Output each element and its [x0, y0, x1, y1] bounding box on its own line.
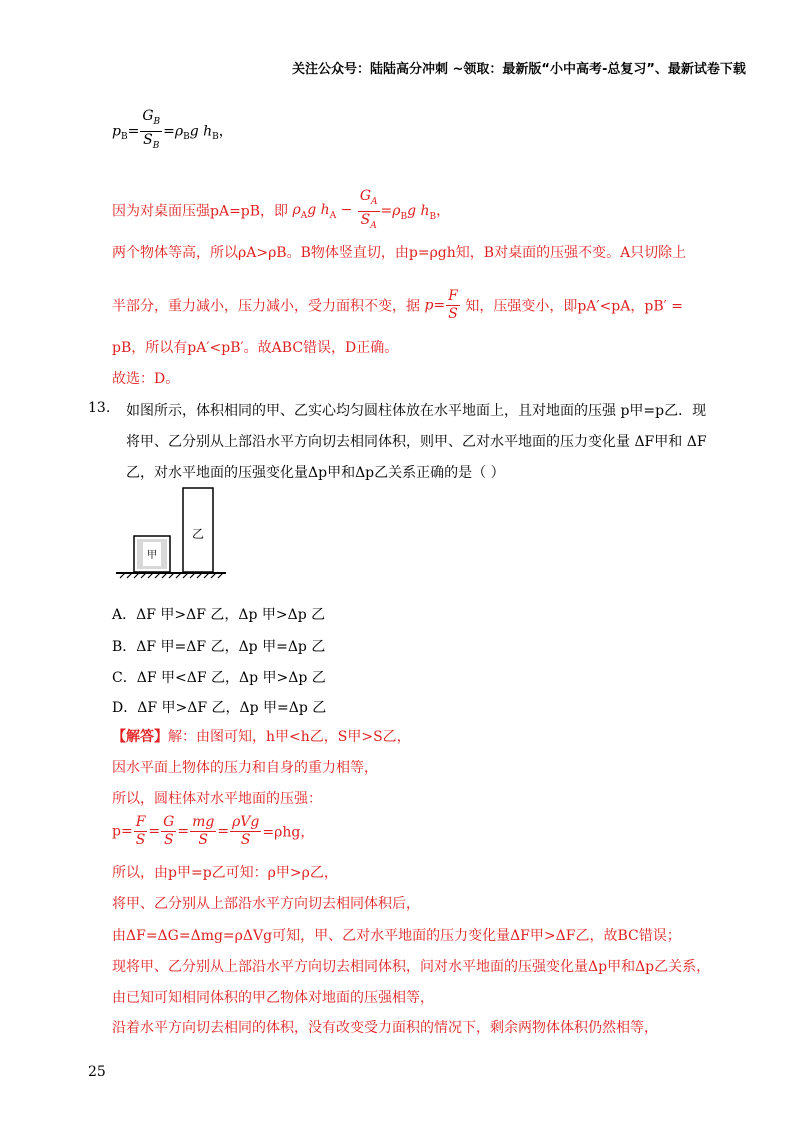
solution-line-conclusion: pB，所以有pA′<pB′。故ABC错误，D正确。	[112, 340, 399, 356]
solution-line-6: 将甲、乙分别从上部沿水平方向切去相同体积后，	[112, 896, 420, 912]
question-line-2: 将甲、乙分别从上部沿水平方向切去相同体积，则甲、乙对水平地面的压力变化量 ΔF甲和 ΔF	[126, 434, 707, 450]
solution-intro: 【解答】解：由图可知，h甲<h乙，S甲>S乙，	[112, 729, 411, 745]
page-number: 25	[88, 1064, 106, 1080]
solution-line-7: 由ΔF=ΔG=Δmg=ρΔVg可知，甲、乙对水平地面的压力变化量ΔF甲>ΔF乙，故BC错误；	[112, 928, 681, 944]
solution-line-density: 两个物体等高，所以ρA>ρB。B物体竖直切，由p=ρgh知，B对桌面的压强不变。A只切除上	[112, 245, 687, 261]
question-line-1: 如图所示，体积相同的甲、乙实心均匀圆柱体放在水平地面上，且对地面的压强 p甲=p乙．现	[126, 403, 707, 419]
option-d[interactable]: D．ΔF 甲>ΔF 乙，Δp 甲=Δp 乙	[112, 700, 327, 716]
question-line-3: 乙，对水平地面的压强变化量Δp甲和Δp乙关系正确的是（ ）	[126, 465, 505, 481]
solution-line-10: 沿着水平方向切去相同的体积，没有改变受力面积的情况下，剩余两物体体积仍然相等，	[112, 1020, 658, 1036]
solution-tag: 【解答】	[112, 729, 168, 745]
solution-answer: 故选：D。	[112, 371, 180, 387]
label-yi: 乙	[191, 527, 205, 541]
solution-formula: p= $\frac{F}{S}$ = $\frac{G}{S}$ = $\frac{mg}{S}$ = $\frac{\text{ρVg}}{S}$ =ρhg，	[112, 814, 315, 848]
solution-line-9: 由已知可知相同体积的甲乙物体对地面的压强相等，	[112, 990, 434, 1006]
solution-line-pressure-equal: 因为对桌面压强pA=pB，即 $\rho_Ag$ $h_A$ − $\frac{G_A}{S_A}$ $=\rho_Bg$ $h_B$，	[112, 188, 451, 231]
formula-pb: $p_B=$ $\frac{G_B}{S_B}$ $=\rho_Bg$ $h_B$，	[112, 108, 233, 151]
solution-line-pressure-change: 半部分，重力减小，压力减小，受力面积不变，据 p= $\frac{F}{S}$ 知，压强变小，即pA′<pA，pB′ =	[112, 288, 683, 322]
cylinders-figure	[112, 484, 232, 580]
solution-line-5: 所以，由p甲=p乙可知：ρ甲>ρ乙，	[112, 865, 338, 881]
option-b[interactable]: B．ΔF 甲=ΔF 乙，Δp 甲=Δp 乙	[112, 639, 326, 655]
label-jia: 甲	[147, 550, 157, 561]
question-number: 13.	[88, 400, 111, 416]
solution-line-8: 现将甲、乙分别从上部沿水平方向切去相同体积，问对水平地面的压强变化量Δp甲和Δp乙关系，	[112, 959, 711, 975]
solution-line-2: 因水平面上物体的压力和自身的重力相等，	[112, 760, 378, 776]
page-header: 关注公众号：陆陆高分冲刺 ~领取：最新版“小中高考-总复习”、最新试卷下载	[292, 62, 746, 77]
solution-line-3: 所以，圆柱体对水平地面的压强：	[112, 791, 322, 807]
option-c[interactable]: C．ΔF 甲<ΔF 乙，Δp 甲>Δp 乙	[112, 670, 326, 686]
option-a[interactable]: A．ΔF 甲>ΔF 乙，Δp 甲>Δp 乙	[112, 607, 326, 623]
